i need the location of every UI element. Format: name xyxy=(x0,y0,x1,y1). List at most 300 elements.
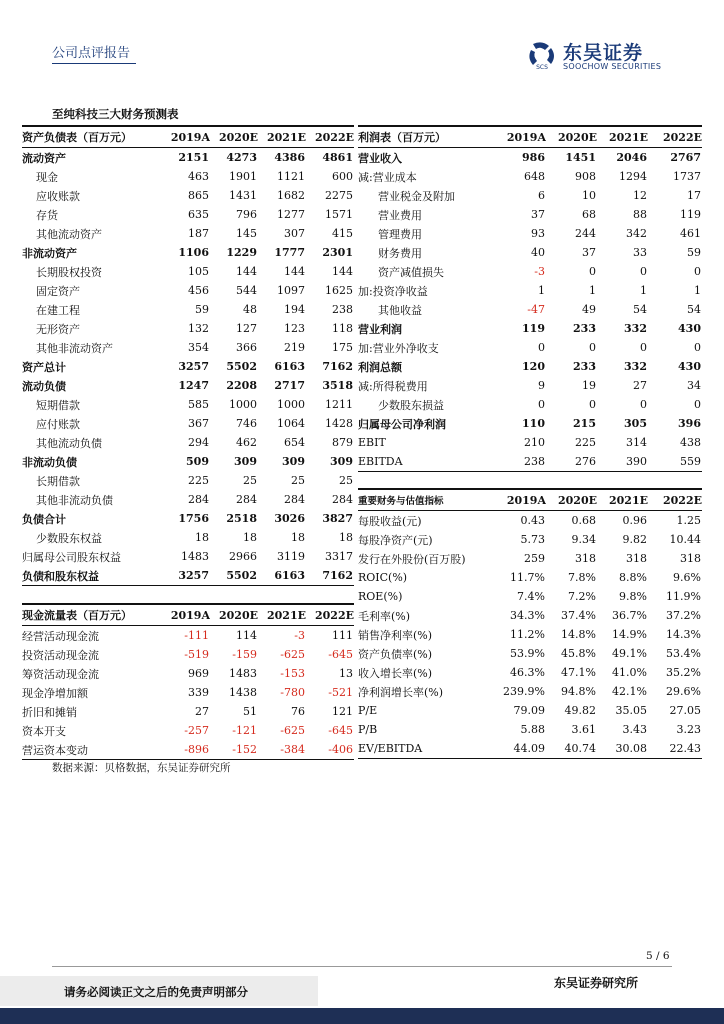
table-row xyxy=(358,205,702,224)
table-row xyxy=(358,452,702,472)
value-cell: 219 xyxy=(284,341,305,354)
row-label: EV/EBITDA xyxy=(358,739,498,759)
row-label: 其他流动负债 xyxy=(36,436,102,450)
value-cell: -521 xyxy=(328,686,353,699)
value-cell: -3 xyxy=(534,265,545,278)
value-cell: 1 xyxy=(589,284,596,297)
page-title: 至纯科技三大财务预测表 xyxy=(52,107,179,121)
value-cell: 318 xyxy=(680,552,701,565)
value-cell: -153 xyxy=(280,667,305,680)
value-cell: -47 xyxy=(527,303,545,316)
value-cell: 4386 xyxy=(274,151,305,164)
value-cell: 3827 xyxy=(322,512,353,525)
value-cell: 415 xyxy=(332,227,353,240)
value-cell: 6 xyxy=(538,189,545,202)
value-cell: 3.61 xyxy=(571,723,596,736)
value-cell: -780 xyxy=(280,686,305,699)
year-header-cell: 2020E xyxy=(546,126,597,148)
value-cell: 309 xyxy=(330,455,353,468)
value-cell: 438 xyxy=(680,436,701,449)
value-cell: 0.96 xyxy=(622,514,647,527)
value-cell: 1756 xyxy=(178,512,209,525)
table-row xyxy=(22,262,354,281)
value-cell: 51 xyxy=(243,705,257,718)
table-header-row xyxy=(22,604,354,626)
value-cell: 1247 xyxy=(178,379,209,392)
row-label: EBITDA xyxy=(358,452,498,472)
value-cell: 7.8% xyxy=(568,571,596,584)
year-header-cell: 2020E xyxy=(210,604,258,626)
value-cell: 2275 xyxy=(325,189,353,202)
row-label: ROE(%) xyxy=(358,590,403,603)
value-cell: -121 xyxy=(232,724,257,737)
row-label: 负债合计 xyxy=(22,512,66,526)
value-cell: -257 xyxy=(184,724,209,737)
balance-sheet-table xyxy=(22,125,354,586)
row-label: 折旧和摊销 xyxy=(22,705,77,719)
table-row xyxy=(22,319,354,338)
table-row xyxy=(22,471,354,490)
value-cell: 42.1% xyxy=(612,685,647,698)
value-cell: 796 xyxy=(236,208,257,221)
value-cell: 5502 xyxy=(226,360,257,373)
value-cell: 3.43 xyxy=(622,723,647,736)
year-header-cell: 2020E xyxy=(546,489,597,511)
logo-mark-icon xyxy=(527,40,557,70)
value-cell: 18 xyxy=(291,531,305,544)
value-cell: 462 xyxy=(236,436,257,449)
row-label: 加:投资净收益 xyxy=(358,284,428,298)
value-cell: 585 xyxy=(188,398,209,411)
value-cell: 144 xyxy=(284,265,305,278)
row-label: 负债和股东权益 xyxy=(22,566,162,586)
table-row xyxy=(358,186,702,205)
value-cell: 37.2% xyxy=(666,609,701,622)
value-cell: 11.2% xyxy=(510,628,545,641)
table-title-cell: 现金流量表（百万元） xyxy=(22,604,162,626)
value-cell: 276 xyxy=(546,452,597,472)
value-cell: 1483 xyxy=(181,550,209,563)
row-label: 销售净利率(%) xyxy=(358,628,433,642)
table-row xyxy=(22,645,354,664)
value-cell: -3 xyxy=(294,629,305,642)
table-row xyxy=(358,549,702,568)
value-cell: 93 xyxy=(531,227,545,240)
table-row xyxy=(358,243,702,262)
table-row xyxy=(358,281,702,300)
value-cell: 123 xyxy=(284,322,305,335)
table-row xyxy=(22,224,354,243)
value-cell: 27 xyxy=(633,379,647,392)
value-cell: 11.7% xyxy=(510,571,545,584)
row-label: 发行在外股份(百万股) xyxy=(358,552,466,566)
value-cell: 49.1% xyxy=(612,647,647,660)
table-row xyxy=(358,720,702,739)
value-cell: 94.8% xyxy=(561,685,596,698)
value-cell: 430 xyxy=(678,360,701,373)
value-cell: 1097 xyxy=(277,284,305,297)
cashflow-table xyxy=(22,603,354,760)
value-cell: 1431 xyxy=(229,189,257,202)
value-cell: 18 xyxy=(339,531,353,544)
logo-text-en: SOOCHOW SECURITIES xyxy=(563,62,662,71)
row-label: 应付账款 xyxy=(36,417,80,431)
value-cell: 1438 xyxy=(229,686,257,699)
value-cell: 9.8% xyxy=(619,590,647,603)
value-cell: 544 xyxy=(236,284,257,297)
value-cell: 1.25 xyxy=(676,514,701,527)
row-label: 管理费用 xyxy=(378,227,422,241)
value-cell: 463 xyxy=(188,170,209,183)
value-cell: 5.73 xyxy=(520,533,545,546)
table-row xyxy=(358,663,702,682)
table-row xyxy=(358,224,702,243)
table-row xyxy=(358,530,702,549)
row-label: 资产负债率(%) xyxy=(358,647,433,661)
value-cell: 2301 xyxy=(322,246,353,259)
footer-divider xyxy=(52,966,672,967)
table-row xyxy=(22,376,354,395)
value-cell: 3317 xyxy=(325,550,353,563)
value-cell: 309 xyxy=(282,455,305,468)
row-label: 归属母公司股东权益 xyxy=(22,550,121,564)
table-row xyxy=(358,357,702,376)
value-cell: 9.6% xyxy=(673,571,701,584)
table-row xyxy=(22,338,354,357)
value-cell: 461 xyxy=(680,227,701,240)
value-cell: -384 xyxy=(258,740,306,760)
value-cell: -625 xyxy=(280,724,305,737)
value-cell: 18 xyxy=(243,531,257,544)
value-cell: 244 xyxy=(575,227,596,240)
value-cell: 37 xyxy=(531,208,545,221)
value-cell: 1000 xyxy=(229,398,257,411)
value-cell: 1121 xyxy=(277,170,305,183)
value-cell: 1737 xyxy=(673,170,701,183)
value-cell: 35.05 xyxy=(615,704,647,717)
value-cell: 1901 xyxy=(229,170,257,183)
value-cell: 354 xyxy=(188,341,209,354)
value-cell: 194 xyxy=(284,303,305,316)
row-label: 收入增长率(%) xyxy=(358,666,433,680)
row-label: 财务费用 xyxy=(378,246,422,260)
table-row xyxy=(22,395,354,414)
value-cell: 59 xyxy=(195,303,209,316)
value-cell: 29.6% xyxy=(666,685,701,698)
table-row xyxy=(358,606,702,625)
value-cell: -896 xyxy=(162,740,210,760)
row-label: 无形资产 xyxy=(36,322,80,336)
value-cell: 175 xyxy=(332,341,353,354)
page-number: 5 / 6 xyxy=(646,950,670,962)
value-cell: 559 xyxy=(648,452,702,472)
row-label: 其他收益 xyxy=(378,303,422,317)
year-header-cell: 2021E xyxy=(258,126,306,148)
value-cell: 120 xyxy=(522,360,545,373)
logo-mark-text: SCS xyxy=(536,64,548,70)
table-header-row xyxy=(22,126,354,148)
value-cell: 0 xyxy=(694,341,701,354)
row-label: 营业费用 xyxy=(378,208,422,222)
row-label: 现金 xyxy=(36,170,58,184)
value-cell: 53.9% xyxy=(510,647,545,660)
table-row xyxy=(22,205,354,224)
value-cell: 3026 xyxy=(274,512,305,525)
row-label: 资本开支 xyxy=(22,724,66,738)
table-row xyxy=(358,511,702,531)
value-cell: 34.3% xyxy=(510,609,545,622)
table-row xyxy=(22,357,354,376)
value-cell: 456 xyxy=(188,284,209,297)
table-row xyxy=(22,414,354,433)
table-row xyxy=(358,433,702,452)
value-cell: 1 xyxy=(538,284,545,297)
value-cell: 127 xyxy=(236,322,257,335)
value-cell: 342 xyxy=(626,227,647,240)
value-cell: 1451 xyxy=(565,151,596,164)
value-cell: 0 xyxy=(538,341,545,354)
value-cell: 110 xyxy=(522,417,545,430)
value-cell: 1000 xyxy=(277,398,305,411)
value-cell: 49 xyxy=(582,303,596,316)
value-cell: 10 xyxy=(582,189,596,202)
value-cell: 88 xyxy=(633,208,647,221)
year-header-cell: 2021E xyxy=(597,489,648,511)
value-cell: 9.82 xyxy=(622,533,647,546)
value-cell: 635 xyxy=(188,208,209,221)
value-cell: 40.74 xyxy=(546,739,597,759)
value-cell: 27.05 xyxy=(669,704,701,717)
company-logo xyxy=(527,38,679,72)
data-source-note: 数据来源：贝格数据，东吴证券研究所 xyxy=(52,762,231,774)
value-cell: 14.3% xyxy=(666,628,701,641)
table-row xyxy=(22,528,354,547)
row-label: 流动负债 xyxy=(22,379,66,393)
table-row xyxy=(22,490,354,509)
table-row xyxy=(358,739,702,759)
row-label: 净利润增长率(%) xyxy=(358,685,444,699)
value-cell: 22.43 xyxy=(648,739,702,759)
year-header-cell: 2022E xyxy=(306,126,354,148)
value-cell: 132 xyxy=(188,322,209,335)
year-header-cell: 2022E xyxy=(648,489,702,511)
value-cell: 1682 xyxy=(277,189,305,202)
value-cell: 44.09 xyxy=(498,739,546,759)
table-row xyxy=(22,243,354,262)
table-header-row xyxy=(358,489,702,511)
table-title-cell: 重要财务与估值指标 xyxy=(358,489,498,511)
value-cell: 1777 xyxy=(274,246,305,259)
value-cell: 144 xyxy=(332,265,353,278)
value-cell: 30.08 xyxy=(597,739,648,759)
table-row xyxy=(22,148,354,168)
value-cell: 600 xyxy=(332,170,353,183)
table-row xyxy=(22,721,354,740)
value-cell: 2518 xyxy=(226,512,257,525)
table-row xyxy=(22,740,354,760)
value-cell: 0 xyxy=(589,265,596,278)
value-cell: 36.7% xyxy=(612,609,647,622)
value-cell: 366 xyxy=(236,341,257,354)
value-cell: 1 xyxy=(640,284,647,297)
row-label: P/E xyxy=(358,704,378,717)
row-label: 在建工程 xyxy=(36,303,80,317)
value-cell: 54 xyxy=(633,303,647,316)
header-underline xyxy=(52,63,136,64)
value-cell: 17 xyxy=(687,189,701,202)
value-cell: 0 xyxy=(589,341,596,354)
table-row xyxy=(22,566,354,586)
table-row xyxy=(22,300,354,319)
value-cell: 3.23 xyxy=(676,723,701,736)
value-cell: 53.4% xyxy=(666,647,701,660)
value-cell: 187 xyxy=(188,227,209,240)
value-cell: 215 xyxy=(573,417,596,430)
value-cell: 307 xyxy=(284,227,305,240)
value-cell: 145 xyxy=(236,227,257,240)
row-label: 流动资产 xyxy=(22,151,66,165)
value-cell: 3518 xyxy=(322,379,353,392)
value-cell: 654 xyxy=(284,436,305,449)
value-cell: 105 xyxy=(188,265,209,278)
value-cell: 0.43 xyxy=(520,514,545,527)
footer-disclaimer: 请务必阅读正文之后的免责声明部分 xyxy=(64,985,248,999)
value-cell: 284 xyxy=(332,493,353,506)
value-cell: 25 xyxy=(243,474,257,487)
value-cell: -625 xyxy=(280,648,305,661)
value-cell: 111 xyxy=(332,629,353,642)
financial-indicators-table xyxy=(358,488,702,759)
row-label: 存货 xyxy=(36,208,58,222)
value-cell: 2151 xyxy=(178,151,209,164)
value-cell: 9.34 xyxy=(571,533,596,546)
value-cell: 238 xyxy=(498,452,546,472)
value-cell: 10.44 xyxy=(669,533,701,546)
value-cell: 3257 xyxy=(162,566,210,586)
value-cell: 396 xyxy=(678,417,701,430)
row-label: 经营活动现金流 xyxy=(22,629,99,643)
value-cell: 239.9% xyxy=(503,685,545,698)
value-cell: 9 xyxy=(538,379,545,392)
value-cell: 5502 xyxy=(210,566,258,586)
value-cell: 7.2% xyxy=(568,590,596,603)
table-header-row xyxy=(358,126,702,148)
value-cell: 12 xyxy=(633,189,647,202)
row-label: 筹资活动现金流 xyxy=(22,667,99,681)
table-row xyxy=(358,319,702,338)
value-cell: 37.4% xyxy=(561,609,596,622)
value-cell: 509 xyxy=(186,455,209,468)
value-cell: 1229 xyxy=(226,246,257,259)
value-cell: 879 xyxy=(332,436,353,449)
table-row xyxy=(358,644,702,663)
value-cell: 2046 xyxy=(616,151,647,164)
value-cell: 0 xyxy=(694,265,701,278)
value-cell: 1294 xyxy=(619,170,647,183)
value-cell: 1064 xyxy=(277,417,305,430)
table-row xyxy=(358,395,702,414)
value-cell: 430 xyxy=(678,322,701,335)
row-label: 营运资本变动 xyxy=(22,740,162,760)
table-title-cell: 利润表（百万元） xyxy=(358,126,498,148)
year-header-cell: 2019A xyxy=(162,604,210,626)
value-cell: 14.9% xyxy=(612,628,647,641)
table-row xyxy=(358,587,702,606)
value-cell: 68 xyxy=(582,208,596,221)
year-header-cell: 2020E xyxy=(210,126,258,148)
value-cell: 1277 xyxy=(277,208,305,221)
row-label: 其他非流动资产 xyxy=(36,341,113,355)
row-label: 营业利润 xyxy=(358,322,402,336)
value-cell: 7162 xyxy=(322,360,353,373)
year-header-cell: 2022E xyxy=(306,604,354,626)
value-cell: 986 xyxy=(522,151,545,164)
value-cell: 0 xyxy=(538,398,545,411)
table-row xyxy=(22,167,354,186)
value-cell: 1483 xyxy=(229,667,257,680)
value-cell: 49.82 xyxy=(564,704,596,717)
value-cell: 309 xyxy=(234,455,257,468)
table-row xyxy=(358,568,702,587)
row-label: 固定资产 xyxy=(36,284,80,298)
row-label: 非流动负债 xyxy=(22,455,77,469)
row-label: 加:营业外净收支 xyxy=(358,341,439,355)
table-row xyxy=(358,414,702,433)
year-header-cell: 2022E xyxy=(648,126,702,148)
table-row xyxy=(22,683,354,702)
value-cell: 118 xyxy=(332,322,353,335)
value-cell: 0 xyxy=(640,398,647,411)
value-cell: 33 xyxy=(633,246,647,259)
value-cell: 6163 xyxy=(274,360,305,373)
value-cell: 3257 xyxy=(178,360,209,373)
row-label: 营业税金及附加 xyxy=(378,189,455,203)
value-cell: 233 xyxy=(573,322,596,335)
footer-band xyxy=(0,1008,724,1024)
value-cell: 8.8% xyxy=(619,571,647,584)
value-cell: 1 xyxy=(694,284,701,297)
year-header-cell: 2021E xyxy=(258,604,306,626)
row-label: 减:营业成本 xyxy=(358,170,417,184)
table-row xyxy=(358,701,702,720)
row-label: 其他流动资产 xyxy=(36,227,102,241)
table-row xyxy=(22,509,354,528)
value-cell: 2767 xyxy=(670,151,701,164)
row-label: 少数股东损益 xyxy=(378,398,444,412)
value-cell: -406 xyxy=(306,740,354,760)
value-cell: -645 xyxy=(328,724,353,737)
value-cell: 14.8% xyxy=(561,628,596,641)
row-label: 其他非流动负债 xyxy=(36,493,113,507)
value-cell: 25 xyxy=(339,474,353,487)
value-cell: 114 xyxy=(236,629,257,642)
value-cell: 27 xyxy=(195,705,209,718)
value-cell: 339 xyxy=(188,686,209,699)
value-cell: -159 xyxy=(232,648,257,661)
table-row xyxy=(22,281,354,300)
row-label: 短期借款 xyxy=(36,398,80,412)
row-label: 应收账款 xyxy=(36,189,80,203)
row-label: 资产减值损失 xyxy=(378,265,444,279)
value-cell: 1211 xyxy=(325,398,353,411)
row-label: 利润总额 xyxy=(358,360,402,374)
value-cell: 54 xyxy=(687,303,701,316)
table-row xyxy=(358,625,702,644)
value-cell: -111 xyxy=(184,629,209,642)
value-cell: 390 xyxy=(597,452,648,472)
value-cell: 7162 xyxy=(306,566,354,586)
table-row xyxy=(358,376,702,395)
